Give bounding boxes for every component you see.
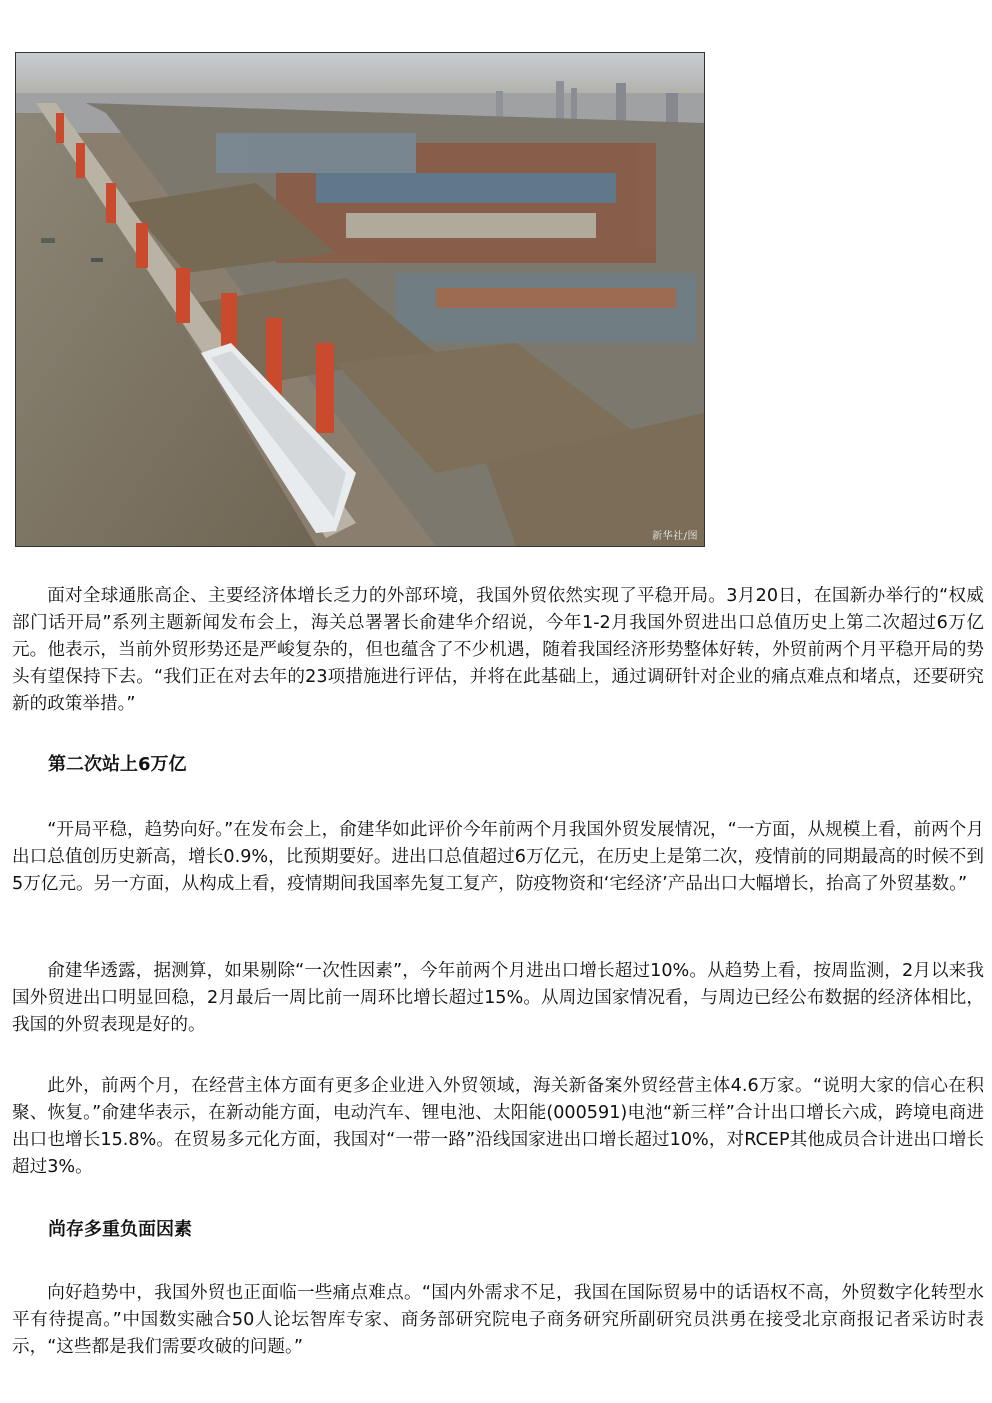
paragraph-opening-stable: “开局平稳，趋势向好。”在发布会上，俞建华如此评价今年前两个月我国外贸发展情况，“一方面，从规模上看，前两个月出口总值创历史新高，增长0.9%，比预期要好。进出口总值超过6万亿元，在历史上是第二次，疫情前的同期最高的时候不到5万亿元。另一方面，从构成上看，疫情期间我国率先复工复产，防疫物资和‘宅经济’产品出口大幅增长，抬高了外贸基数。” (12, 820, 984, 894)
paragraph-pain-points: 向好趋势中，我国外贸也正面临一些痛点难点。“国内外需求不足，我国在国际贸易中的话语权不高，外贸数字化转型水平有待提高。”中国数实融合50人论坛智库专家、商务部研究院电子商务研究所副研究员洪勇在接受北京商报记者采访时表示，“这些都是我们需要攻破的问题。” (12, 1283, 984, 1357)
port-photo-illustration (16, 53, 704, 546)
section-heading-second-time: 第二次站上6万亿 (48, 754, 187, 775)
section-heading-negative-factors: 尚存多重负面因素 (48, 1219, 192, 1240)
photo-credit: 新华社/图 (652, 531, 698, 542)
paragraph-intro: 面对全球通胀高企、主要经济体增长乏力的外部环境，我国外贸依然实现了平稳开局。3月20日，在国新办举行的“权威部门话开局”系列主题新闻发布会上，海关总署署长俞建华介绍说，今年1-2月我国外贸进出口总值历史上第二次超过6万亿元。他表示，当前外贸形势还是严峻复杂的，但也蕴含了不少机遇，随着我国经济形势整体好转，外贸前两个月平稳开局的势头有望保持下去。“我们正在对去年的23项措施进行评估，并将在此基础上，通过调研针对企业的痛点难点和堵点，还要研究新的政策举措。” (12, 586, 984, 714)
paragraph-growth-estimate: 俞建华透露，据测算，如果剔除“一次性因素”，今年前两个月进出口增长超过10%。从趋势上看，按周监测，2月以来我国外贸进出口明显回稳，2月最后一周比前一周环比增长超过15%。从周边国家情况看，与周边已经公布数据的经济体相比，我国的外贸表现是好的。 (12, 961, 984, 1035)
port-aerial-photo (15, 52, 705, 547)
paragraph-new-entities: 此外，前两个月，在经营主体方面有更多企业进入外贸领域，海关新备案外贸经营主体4.6万家。“说明大家的信心在积聚、恢复。”俞建华表示，在新动能方面，电动汽车、锂电池、太阳能(000591)电池“新三样”合计出口增长六成，跨境电商进出口也增长15.8%。在贸易多元化方面，我国对“一带一路”沿线国家进出口增长超过10%，对RCEP其他成员合计进出口增长超过3%。 (12, 1076, 984, 1177)
